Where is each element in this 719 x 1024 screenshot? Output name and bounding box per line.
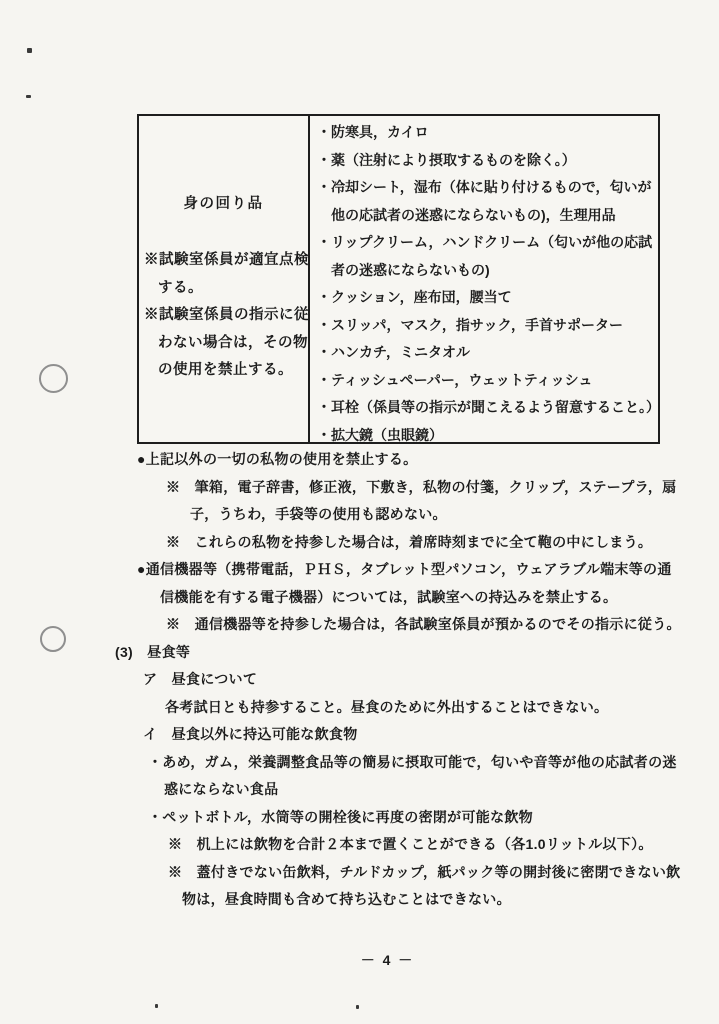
body-note-line: 物は，昼食時間も含めて持ち込むことはできない。 bbox=[182, 891, 511, 907]
table-note-line: ※試験室係員が適宜点検 bbox=[144, 252, 309, 268]
drink-item-line: ・ペットボトル，水筒等の開栓後に再度の密閉が可能な飲物 bbox=[148, 808, 533, 825]
devices-bullet-line: ●通信機器等（携帯電話，ＰＨＳ，タブレット型パソコン，ウェアラブル端末等の通 bbox=[137, 561, 672, 577]
belongings-item-line: ・リップクリーム，ハンドクリーム（匂いが他の応試 bbox=[317, 234, 653, 250]
table-note-line: する。 bbox=[158, 279, 203, 296]
body-note-line: 子，うちわ，手袋等の使用も認めない。 bbox=[190, 506, 447, 522]
belongings-items-cell bbox=[310, 116, 660, 442]
belongings-item-line: ・ハンカチ，ミニタオル bbox=[317, 344, 471, 360]
table-note-line: ※試験室係員の指示に従 bbox=[144, 307, 309, 323]
scan-speck bbox=[27, 48, 32, 53]
belongings-category-title: 身の回り品 bbox=[183, 196, 264, 212]
devices-bullet-line: 信機能を有する電子機器）については，試験室への持込みを禁止する。 bbox=[160, 588, 618, 605]
body-note-line: ※ 机上には飲物を合計２本まで置くことができる（各1.0リットル以下）。 bbox=[168, 836, 653, 852]
belongings-item-line: ・スリッパ，マスク，指サック，手首サポーター bbox=[317, 316, 624, 333]
subsection-a-heading: ア 昼食について bbox=[143, 671, 258, 687]
body-text-block bbox=[0, 446, 719, 914]
belongings-category-cell bbox=[139, 116, 310, 442]
belongings-table bbox=[137, 114, 660, 444]
food-item-line: ・あめ，ガム，栄養調整食品等の簡易に摂取可能で，匂いや音等が他の応試者の迷 bbox=[148, 753, 677, 770]
scan-speck bbox=[26, 95, 31, 98]
body-note-line: ※ 蓋付きでない缶飲料，チルドカップ，紙パック等の開封後に密閉できない飲 bbox=[168, 863, 681, 880]
belongings-item-line: ・防寒具，カイロ bbox=[317, 124, 429, 140]
subsection-i-heading: イ 昼食以外に持込可能な飲食物 bbox=[143, 726, 358, 742]
body-note-line: ※ 筆箱，電子辞書，修正液，下敷き，私物の付箋，クリップ，ステープラ，扇 bbox=[166, 478, 677, 495]
body-text-line: 各考試日とも持参すること。昼食のために外出することはできない。 bbox=[165, 698, 609, 715]
page-number: － 4 － bbox=[360, 952, 415, 968]
table-note-line: の使用を禁止する。 bbox=[158, 362, 293, 378]
belongings-item-line: ・薬（注射により摂取するものを除く。） bbox=[317, 151, 576, 168]
table-note-line: わない場合は，その物 bbox=[158, 334, 308, 351]
body-note-line: ※ 通信機器等を持参した場合は，各試験室係員が預かるのでその指示に従う。 bbox=[166, 616, 681, 632]
belongings-item-line: ・冷却シート，湿布（体に貼り付けるもので，匂いが bbox=[317, 179, 652, 195]
belongings-item-line: ・ティッシュペーパー，ウェットティッシュ bbox=[317, 371, 593, 388]
body-note-line: ※ これらの私物を持参した場合は，着席時刻までに全て鞄の中にしまう。 bbox=[166, 533, 653, 550]
belongings-item-line: ・拡大鏡（虫眼鏡） bbox=[317, 426, 443, 443]
section-3-heading: (3) 昼食等 bbox=[115, 643, 191, 660]
prohibition-bullet-line: ●上記以外の一切の私物の使用を禁止する。 bbox=[137, 451, 418, 467]
belongings-item-line: 他の応試者の迷惑にならないもの)，生理用品 bbox=[331, 206, 616, 223]
belongings-item-line: ・クッション，座布団，腰当て bbox=[317, 289, 512, 305]
scan-speck bbox=[155, 1004, 158, 1008]
food-item-line: 惑にならない食品 bbox=[164, 781, 279, 797]
belongings-item-line: ・耳栓（係員等の指示が聞こえるよう留意すること。） bbox=[317, 399, 660, 415]
belongings-item-line: 者の迷惑にならないもの) bbox=[331, 261, 490, 278]
hole-punch-mark bbox=[39, 364, 68, 393]
scan-speck bbox=[356, 1005, 359, 1009]
